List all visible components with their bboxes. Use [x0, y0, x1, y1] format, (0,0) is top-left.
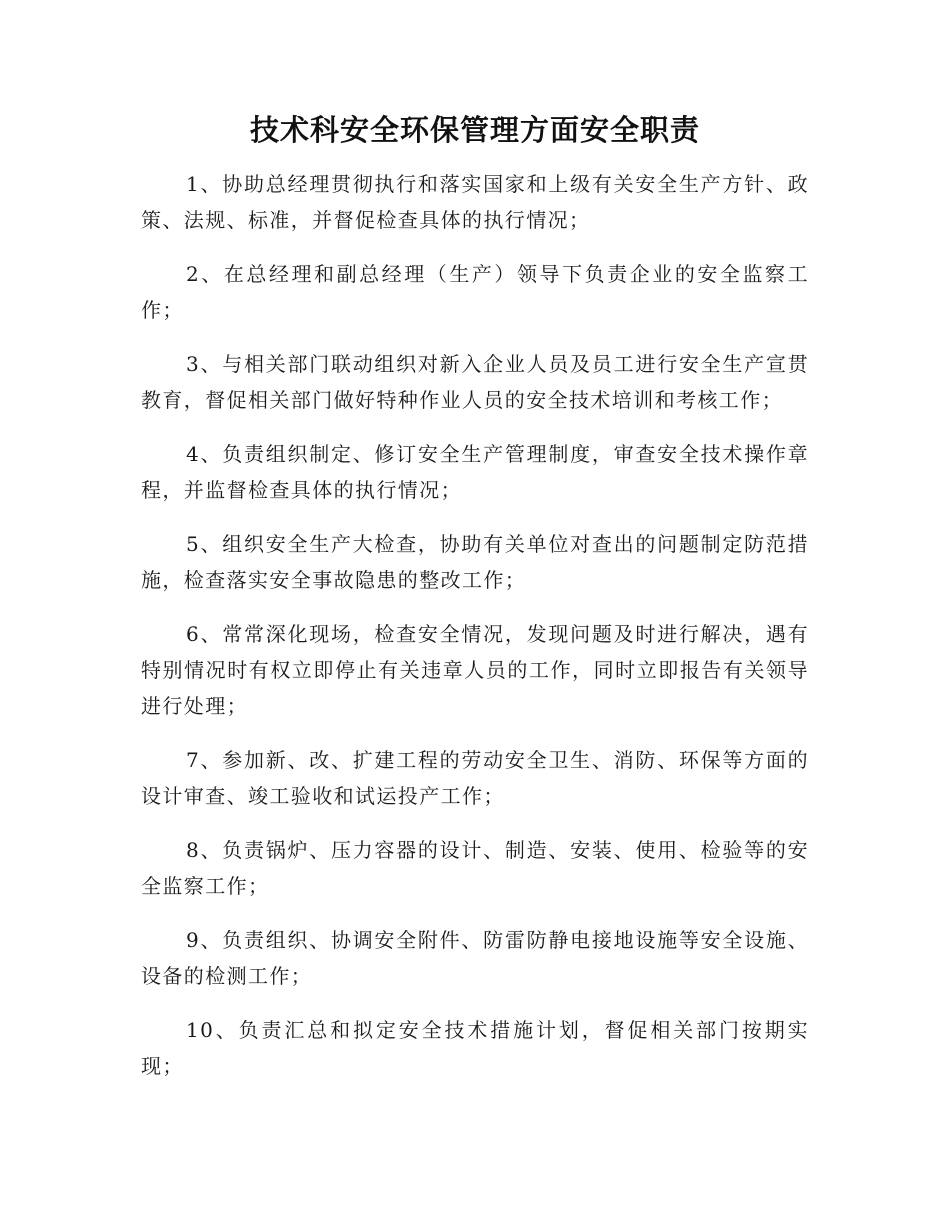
- duty-item-6: 6、常常深化现场，检查安全情况，发现问题及时进行解决，遇有特别情况时有权立即停止有关违章人员的工作，同时立即报告有关领导进行处理；: [141, 622, 809, 718]
- duty-item-3: 3、与相关部门联动组织对新入企业人员及员工进行安全生产宣贯教育，督促相关部门做好特种作业人员的安全技术培训和考核工作；: [141, 352, 809, 412]
- duty-item-5: 5、组织安全生产大检查，协助有关单位对查出的问题制定防范措施，检查落实安全事故隐患的整改工作；: [141, 532, 809, 592]
- document-title: 技术科安全环保管理方面安全职责: [249, 113, 700, 147]
- duty-item-7: 7、参加新、改、扩建工程的劳动安全卫生、消防、环保等方面的设计审查、竣工验收和试运投产工作；: [141, 748, 809, 808]
- duty-item-4: 4、负责组织制定、修订安全生产管理制度，审查安全技术操作章程，并监督检查具体的执行情况；: [141, 442, 809, 502]
- duty-item-10: 10、负责汇总和拟定安全技术措施计划，督促相关部门按期实现；: [141, 1018, 809, 1078]
- duty-item-2: 2、在总经理和副总经理（生产）领导下负责企业的安全监察工作；: [141, 262, 809, 322]
- duty-item-8: 8、负责锅炉、压力容器的设计、制造、安装、使用、检验等的安全监察工作；: [141, 838, 809, 898]
- duty-item-9: 9、负责组织、协调安全附件、防雷防静电接地设施等安全设施、设备的检测工作；: [141, 928, 809, 988]
- duty-item-1: 1、协助总经理贯彻执行和落实国家和上级有关安全生产方针、政策、法规、标准，并督促检查具体的执行情况；: [141, 172, 809, 232]
- document-body: [141, 166, 809, 1102]
